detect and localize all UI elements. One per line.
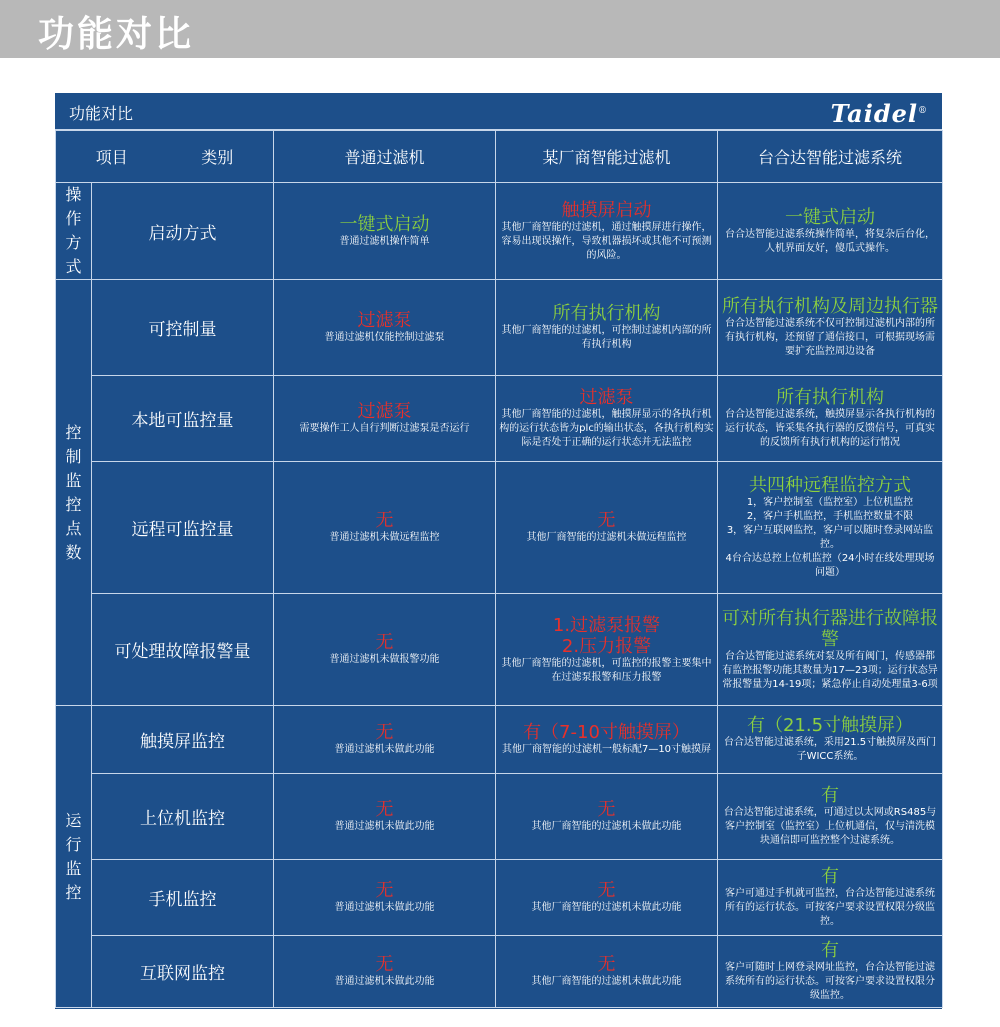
item-header: 项目 [95,148,128,167]
cell-taidel [718,376,943,462]
cell-headline: 无 [375,880,394,901]
cell-ordinary [274,706,496,774]
cell-other-vendor [496,774,718,860]
cell-headline: 无 [375,954,394,975]
cell-ordinary [274,376,496,462]
cell-detail: 其他厂商智能的过滤机未做此功能 [531,902,682,913]
cell-headline: 1.过滤泵报警 [552,614,661,636]
cell-headline: 可对所有执行器进行故障报警 [722,607,938,650]
cell-other-vendor [496,594,718,706]
table-row [56,280,943,376]
cell-detail: 其他厂商智能的过滤机，通过触摸屏进行操作，容易出现误操作，导致机器损坏或其他不可预测的风险。 [501,221,712,261]
group-control: 控 制 监 控 点 数 [56,280,92,706]
cell-taidel [718,280,943,376]
cell-other-vendor [496,376,718,462]
item-category-header [56,131,274,183]
cell-detail: 需要操作工人自行判断过滤泵是否运行 [299,423,470,434]
cell-taidel [718,860,943,936]
cell-detail: 其他厂商智能的过滤机，触摸屏显示的各执行机构的运行状态皆为plc的输出状态，各执行机构实际是否处于正确的运行状态并无法监控 [499,409,714,448]
taidel-logo [831,99,928,128]
cell-detail: 台合达智能过滤系统，采用21.5寸触摸屏及西门子WICC系统。 [723,737,937,762]
cell-ordinary [274,774,496,860]
cell-headline: 有 [821,940,839,961]
row-label: 远程可监控量 [92,462,274,594]
cell-detail: 其他厂商智能的过滤机，可控制过滤机内部的所有执行机构 [501,325,712,350]
cell-other-vendor [496,936,718,1008]
row-label: 可处理故障报警量 [92,594,274,706]
cell-headline: 无 [597,510,616,531]
group-operation: 操 作 方 式 [56,183,92,280]
cell-ordinary [274,594,496,706]
cell-ordinary [274,183,496,280]
table-row [56,376,943,462]
registered-mark: ® [918,106,928,116]
cell-detail: 台合达智能过滤系统，触摸屏显示各执行机构的运行状态，皆采集各执行器的反馈信号，可真实的反馈所有执行机构的运行情况 [725,409,935,448]
col-other-vendor-header: 某厂商智能过滤机 [496,131,718,183]
comparison-panel [55,93,942,1009]
cell-headline: 无 [375,722,394,743]
row-label: 本地可监控量 [92,376,274,462]
table-row [56,706,943,774]
cell-headline: 所有执行机构及周边执行器 [722,296,938,317]
cell-detail: 台合达智能过滤系统对泵及所有阀门，传感器都有监控报警功能其数量为17—23项；运行状态异常报警量为14-19项；紧急停止自动处理量3-6项 [722,650,938,690]
page-title: 功能对比 [38,14,195,55]
cell-ordinary [274,280,496,376]
row-label: 手机监控 [92,860,274,936]
cell-other-vendor [496,706,718,774]
table-row [56,936,943,1008]
col-taidel-header: 台合达智能过滤系统 [718,131,943,183]
cell-headline: 无 [375,510,394,531]
cell-taidel [718,706,943,774]
cell-headline: 有（7-10寸触摸屏） [523,722,690,743]
cell-detail-line: 3，客户互联网监控，客户可以随时登录网站监控。 [726,525,934,550]
row-label: 互联网监控 [92,936,274,1008]
cell-headline: 无 [375,632,394,653]
cell-taidel [718,183,943,280]
row-label: 触摸屏监控 [92,706,274,774]
group-runtime: 运 行 监 控 [56,706,92,1008]
cell-headline: 所有执行机构 [776,387,884,408]
cell-headline: 无 [597,799,616,820]
cell-headline: 有 [821,866,839,887]
row-label: 启动方式 [92,183,274,280]
cell-headline: 无 [597,880,616,901]
cell-taidel [718,594,943,706]
cell-detail: 普通过滤机操作简单 [339,235,430,247]
table-row [56,462,943,594]
table-row [56,860,943,936]
cell-taidel [718,936,943,1008]
row-label: 上位机监控 [92,774,274,860]
cell-headline: 所有执行机构 [552,303,661,324]
cell-other-vendor [496,280,718,376]
cell-headline: 触摸屏启动 [561,199,652,221]
table-row [56,774,943,860]
cell-detail: 普通过滤机仅能控制过滤泵 [324,332,445,343]
cell-headline: 一键式启动 [339,213,430,235]
cell-detail: 普通过滤机未做此功能 [334,821,435,832]
cell-headline: 过滤泵 [357,310,412,331]
cell-headline: 2.压力报警 [561,635,652,657]
cell-headline: 过滤泵 [579,387,634,408]
cell-detail: 普通过滤机未做此功能 [334,976,435,987]
cell-headline: 共四种远程监控方式 [749,475,911,496]
cell-detail: 台合达智能过滤系统操作简单，将复杂后台化，人机界面友好，傻瓜式操作。 [725,228,935,254]
cell-detail-line: 4台合达总控上位机监控（24小时在线处理现场问题） [725,553,935,578]
cell-detail: 其他厂商智能的过滤机，可监控的报警主要集中在过滤泵报警和压力报警 [501,657,712,683]
cell-detail: 客户可随时上网登录网址监控，台合达智能过滤系统所有的运行状态。可按客户要求设置权限分级监控。 [725,962,935,1001]
cell-detail: 其他厂商智能的过滤机未做远程监控 [526,532,687,543]
cell-detail: 普通过滤机未做报警功能 [329,654,440,665]
cell-ordinary [274,860,496,936]
table-row [56,594,943,706]
cell-headline: 过滤泵 [357,401,412,422]
cell-ordinary [274,936,496,1008]
col-ordinary-header: 普通过滤机 [274,131,496,183]
cell-other-vendor [496,860,718,936]
top-title-bar [0,0,1000,58]
cell-taidel [718,462,943,594]
cell-other-vendor [496,183,718,280]
logo-text: Taidel [830,99,918,128]
cell-taidel [718,774,943,860]
cell-detail: 其他厂商智能的过滤机一般标配7—10寸触摸屏 [501,744,712,755]
cell-detail: 普通过滤机未做远程监控 [329,532,440,543]
cell-headline: 无 [597,954,616,975]
cell-headline: 一键式启动 [785,206,875,228]
cell-detail: 其他厂商智能的过滤机未做此功能 [531,976,682,987]
cell-other-vendor [496,462,718,594]
row-label: 可控制量 [92,280,274,376]
cell-detail: 其他厂商智能的过滤机未做此功能 [531,821,682,832]
panel-header [55,93,942,130]
table-row [56,183,943,280]
cell-headline: 有（21.5寸触摸屏） [746,715,914,736]
cell-detail: 客户可通过手机就可监控，台合达智能过滤系统所有的运行状态。可按客户要求设置权限分级监控。 [725,888,935,927]
comparison-table [55,130,943,1008]
cell-headline: 有 [821,785,839,806]
cell-ordinary [274,462,496,594]
cell-headline: 无 [375,799,394,820]
cell-detail: 普通过滤机未做此功能 [334,902,435,913]
cell-detail-line: 1，客户控制室（监控室）上位机监控 [746,497,914,508]
cell-detail: 台合达智能过滤系统不仅可控制过滤机内部的所有执行机构，还预留了通信接口，可根据现场需要扩充监控周边设备 [725,318,935,357]
cell-detail-line: 2，客户手机监控，手机监控数量不限 [746,511,914,522]
panel-title: 功能对比 [69,104,134,123]
cell-detail: 台合达智能过滤系统，可通过以太网或RS485与客户控制室（监控室）上位机通信，仅与清洗模块通信即可监控整个过滤系统。 [723,807,937,846]
header-row [56,131,943,183]
cell-detail: 普通过滤机未做此功能 [334,744,435,755]
category-header: 类别 [201,148,234,167]
